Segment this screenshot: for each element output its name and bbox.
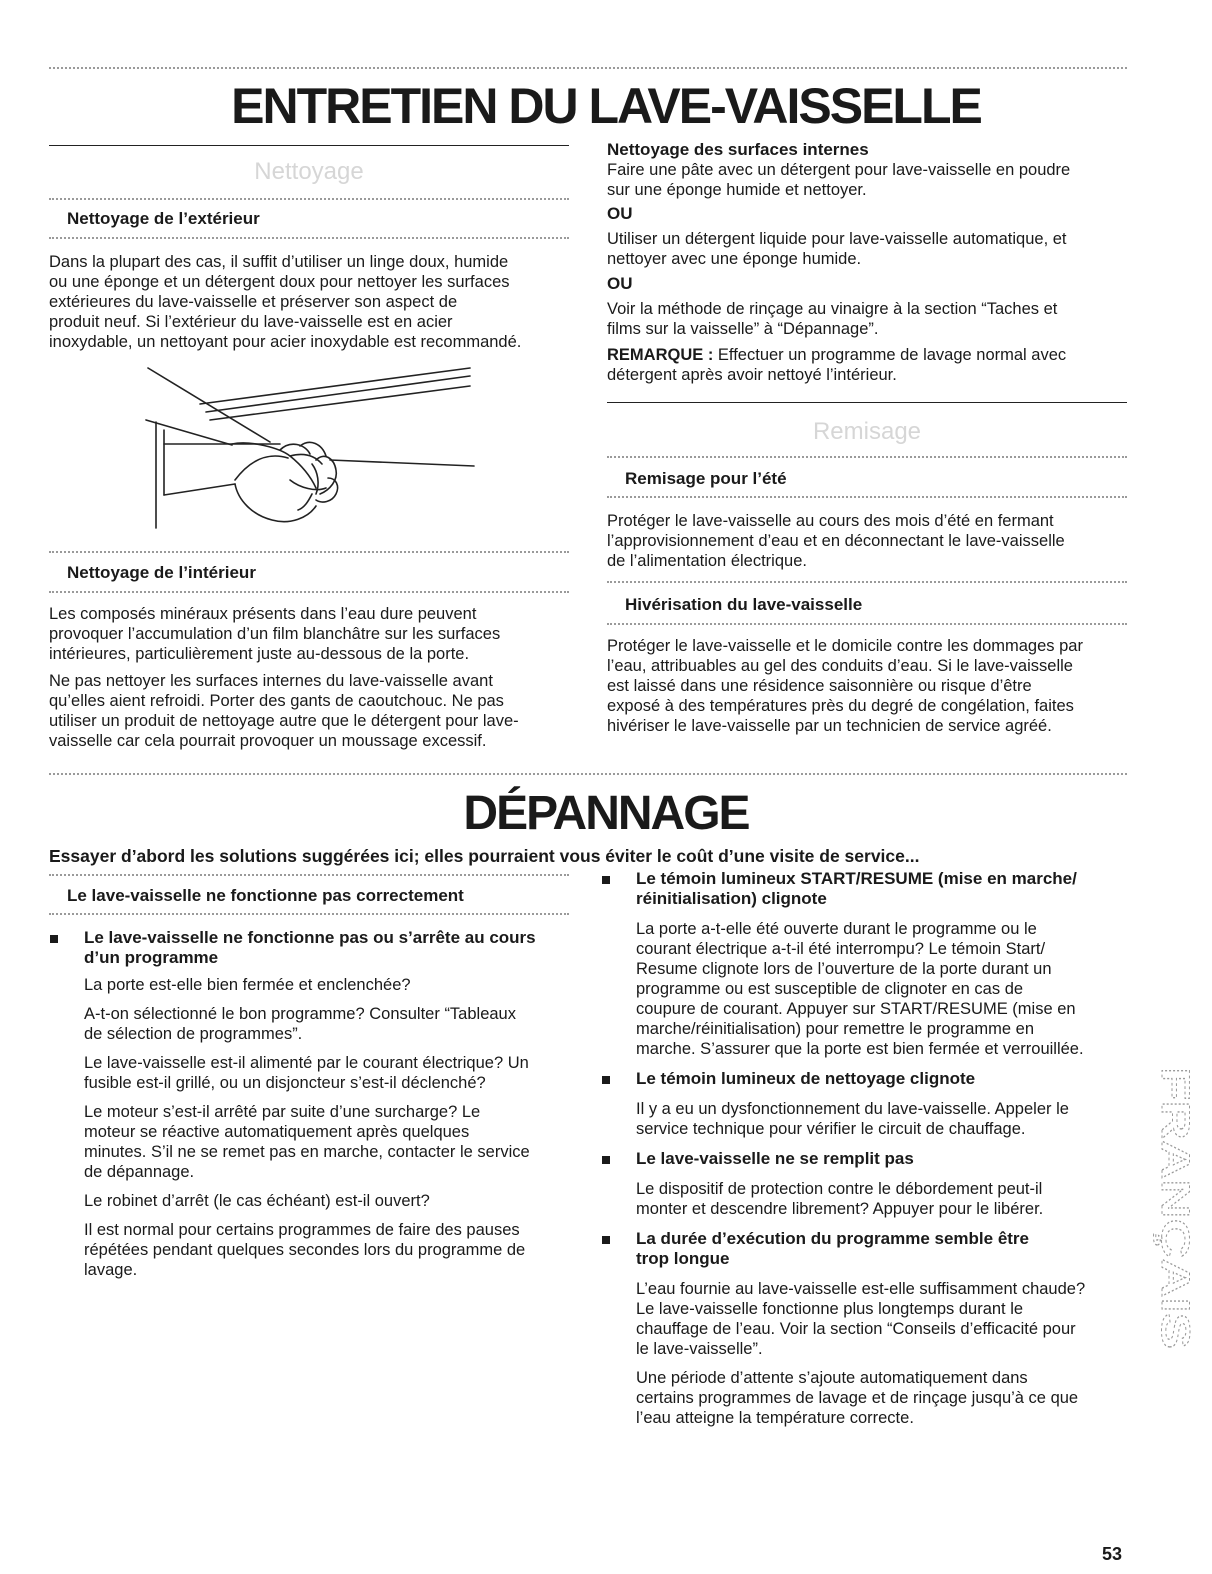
exterieur-text <box>49 252 579 352</box>
text-line: chauffage de l’eau. Voir la section “Conseils d’efficacité pour <box>636 1320 1076 1338</box>
bullet-item <box>601 1229 1131 1269</box>
surfaces-internes-section <box>607 139 1127 385</box>
text-line: monter et descendre librement? Appuyer pour le libérer. <box>636 1200 1044 1218</box>
top-rule <box>49 67 1127 69</box>
text-line: ou une éponge et un détergent doux pour nettoyer les surfaces <box>49 273 510 291</box>
text-line: provoquer l’accumulation d’un film blanchâtre sur les surfaces <box>49 625 501 643</box>
page-title: ENTRETIEN DU LAVE-VAISSELLE <box>231 78 981 134</box>
text-line: le lave-vaisselle”. <box>636 1340 763 1358</box>
text-line: La porte a-t-elle été ouverte durant le programme ou le <box>636 920 1037 938</box>
page-number: 53 <box>1102 1544 1123 1564</box>
text-line: vaisselle car cela pourrait provoquer un moussage excessif. <box>49 732 487 750</box>
text-line: L’eau fournie au lave-vaisselle est-elle suffisamment chaude? <box>636 1280 1086 1298</box>
text-line: exposé à des températures près du degré de congélation, faites <box>607 697 1074 715</box>
text-line: courant électrique a-t-il été interrompu? Le témoin Start/ <box>636 940 1046 958</box>
text-line: coupure de courant. Appuyer sur START/RESUME (mise en <box>636 1000 1076 1018</box>
ete-text <box>607 511 1137 571</box>
text-line: Le lave-vaisselle est-il alimenté par le courant électrique? Un <box>84 1054 529 1072</box>
rule-interieur-bottom <box>49 591 569 593</box>
nettoyage-section <box>49 157 569 187</box>
text-line: A-t-on sélectionné le bon programme? Consulter “Tableaux <box>84 1005 516 1023</box>
text-line: La porte est-elle bien fermée et enclenchée? <box>84 976 411 994</box>
ou-label: OU <box>607 274 633 293</box>
text-line: sur une éponge humide et nettoyer. <box>607 181 867 199</box>
rule-hiver-top <box>607 581 1127 583</box>
bullet-item <box>601 869 1131 909</box>
bullet-line: Le lave-vaisselle ne se remplit pas <box>636 1149 914 1168</box>
text-line: l’approvisionnement d’eau et en déconnectant le lave-vaisselle <box>607 532 1065 550</box>
depannage-lead: Essayer d’abord les solutions suggérées ici; elles pourraient vous éviter le coût d’une visite de service... <box>49 846 920 866</box>
text-line: service technique pour vérifier le circuit de chauffage. <box>636 1120 1026 1138</box>
text-line: minutes. S’il ne se remet pas en marche, contacter le service <box>84 1143 530 1161</box>
bullet-line: Le témoin lumineux de nettoyage clignote <box>636 1069 976 1088</box>
language-side-tab <box>1150 1063 1197 1353</box>
text-line: Dans la plupart des cas, il suffit d’utiliser un linge doux, humide <box>49 253 509 271</box>
rule-fonctionne-bottom <box>49 913 569 915</box>
text-line: marche. S’assurer que la porte est bien fermée et verrouillée. <box>636 1040 1084 1058</box>
text-line: répétées pendant quelques secondes lors du programme de <box>84 1241 526 1259</box>
bullet-line: Le lave-vaisselle ne fonctionne pas ou s’arrête au cours <box>84 928 536 947</box>
rule-interieur-top <box>49 551 569 553</box>
text-line: Le dispositif de protection contre le débordement peut-il <box>636 1180 1043 1198</box>
text-line: est laissé dans une résidence saisonnière ou risque d’être <box>607 677 1032 695</box>
remisage-heading: Remisage <box>812 418 922 445</box>
text-line: utiliser un produit de nettoyage autre que le détergent pour lave- <box>49 712 519 730</box>
text-line: films sur la vaisselle” à “Dépannage”. <box>607 320 879 338</box>
text-line: Une période d’attente s’ajoute automatiquement dans <box>636 1369 1028 1387</box>
bullet-item <box>601 1069 1131 1089</box>
ou-label: OU <box>607 204 633 223</box>
text-line: extérieures du lave-vaisselle et préserver son aspect de <box>49 293 458 311</box>
language-tab-label: FRANÇAIS <box>1153 1067 1197 1274</box>
rule-ete-top <box>607 456 1127 458</box>
right-heading-rule <box>607 402 1127 403</box>
text-line: Le lave-vaisselle fonctionne plus longtemps durant le <box>636 1300 1024 1318</box>
ete-title: Remisage pour l’été <box>625 469 787 488</box>
interieur-title: Nettoyage de l’intérieur <box>67 563 256 582</box>
bullet-item <box>49 928 579 968</box>
rule-exterieur-bottom <box>49 237 569 239</box>
rule-exterieur-top <box>49 198 569 200</box>
text-line: de sélection de programmes”. <box>84 1025 303 1043</box>
bullet-line: Le témoin lumineux START/RESUME (mise en marche/ <box>636 869 1077 888</box>
text-line: Le moteur s’est-il arrêté par suite d’une surcharge? Le <box>84 1103 481 1121</box>
bullet-line: La durée d’exécution du programme semble être <box>636 1229 1030 1248</box>
nettoyage-heading: Nettoyage <box>254 158 364 185</box>
text-line: inoxydable, un nettoyant pour acier inoxydable est recommandé. <box>49 333 522 351</box>
text-line: l’eau atteigne la température correcte. <box>636 1409 914 1427</box>
remarque-text: Effectuer un programme de lavage normal avec <box>713 346 1067 364</box>
text-line: Utiliser un détergent liquide pour lave-vaisselle automatique, et <box>607 230 1067 248</box>
interieur-text <box>49 604 579 751</box>
text-line: qu’elles aient refroidi. Porter des gants de caoutchouc. Ne pas <box>49 692 504 710</box>
text-line: détergent après avoir nettoyé l’intérieur. <box>607 366 897 384</box>
bullet-line: trop longue <box>636 1249 730 1268</box>
text-line: de dépannage. <box>84 1163 195 1181</box>
remarque-label: REMARQUE : <box>607 346 714 364</box>
bullet-line: réinitialisation) clignote <box>636 889 827 908</box>
text-line: fusible est-il grillé, ou un disjoncteur s’est-il déclenché? <box>84 1074 486 1092</box>
exterieur-title: Nettoyage de l’extérieur <box>67 209 260 228</box>
depannage-right-list <box>601 869 1131 1428</box>
fonctionne-list <box>49 928 579 1280</box>
text-line: Les composés minéraux présents dans l’eau dure peuvent <box>49 605 477 623</box>
text-line: Protéger le lave-vaisselle et le domicile contre les dommages par <box>607 637 1083 655</box>
rule-fonctionne-top <box>49 874 569 876</box>
depannage-rule <box>49 773 1127 775</box>
rule-ete-bottom <box>607 496 1127 498</box>
text-line: Protéger le lave-vaisselle au cours des mois d’été en fermant <box>607 512 1054 530</box>
text-line: hivériser le lave-vaisselle par un technicien de service agréé. <box>607 717 1052 735</box>
text-line: Faire une pâte avec un détergent pour lave-vaisselle en poudre <box>607 161 1071 179</box>
text-line: intérieures, particulièrement juste au-dessous de la porte. <box>49 645 470 663</box>
remisage-section <box>607 417 1127 447</box>
text-line: programme ou est susceptible de clignoter en cas de <box>636 980 1024 998</box>
text-line: Voir la méthode de rinçage au vinaigre à la section “Taches et <box>607 300 1058 318</box>
text-line: Resume clignote lors de l’ouverture de la porte durant un <box>636 960 1052 978</box>
text-line: l’eau, attribuables au gel des conduits d’eau. Si le lave-vaisselle <box>607 657 1073 675</box>
text-line: lavage. <box>84 1261 138 1279</box>
fonctionne-title: Le lave-vaisselle ne fonctionne pas correctement <box>67 886 464 905</box>
text-line: Il y a eu un dysfonctionnement du lave-vaisselle. Appeler le <box>636 1100 1069 1118</box>
hiver-text <box>607 636 1137 736</box>
text-line: certains programmes de lavage et de rinçage jusqu’à ce que <box>636 1389 1079 1407</box>
text-line: nettoyer avec une éponge humide. <box>607 250 862 268</box>
left-heading-rule <box>49 145 569 146</box>
rule-hiver-bottom <box>607 623 1127 625</box>
text-line: Il est normal pour certains programmes de faire des pauses <box>84 1221 520 1239</box>
cleaning-illustration <box>140 360 480 530</box>
bullet-line: d’un programme <box>84 948 219 967</box>
hiver-title: Hivérisation du lave-vaisselle <box>625 595 863 614</box>
remarque-line <box>607 345 1127 365</box>
bullet-item <box>601 1149 1131 1169</box>
text-line: Ne pas nettoyer les surfaces internes du lave-vaisselle avant <box>49 672 493 690</box>
text-line: Le robinet d’arrêt (le cas échéant) est-il ouvert? <box>84 1192 430 1210</box>
surfaces-internes-title: Nettoyage des surfaces internes <box>607 140 869 159</box>
depannage-title: DÉPANNAGE <box>463 787 749 840</box>
text-line: de l’alimentation électrique. <box>607 552 807 570</box>
text-line: produit neuf. Si l’extérieur du lave-vaisselle est en acier <box>49 313 453 331</box>
text-line: moteur se réactive automatiquement après quelques <box>84 1123 470 1141</box>
text-line: marche/réinitialisation) pour remettre le programme en <box>636 1020 1034 1038</box>
